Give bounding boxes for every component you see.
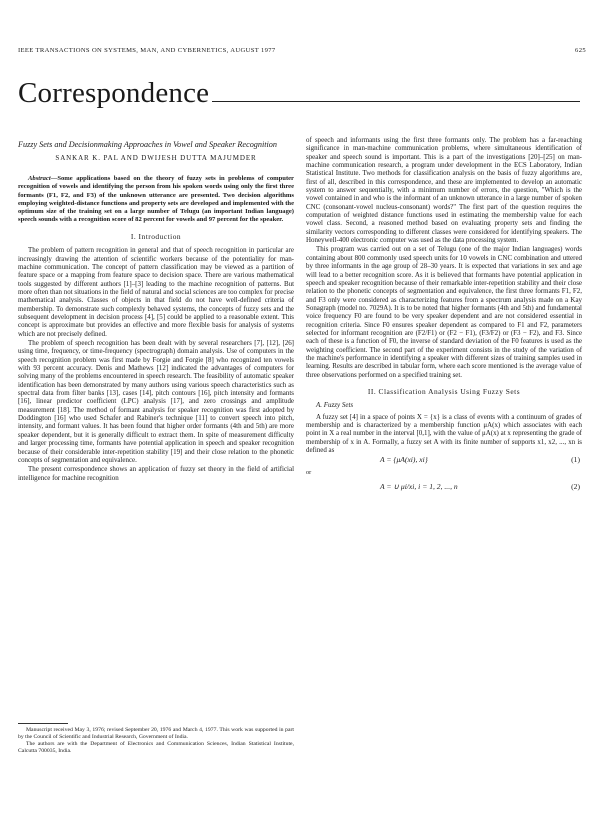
footnotes xyxy=(18,723,294,754)
title-rule xyxy=(212,101,580,102)
page-number: 625 xyxy=(575,47,586,54)
paragraph: The problem of speech recognition has been dealt with by several researchers [7], [12], [26] using time, frequency, or time-frequency (spectrograph) domain analysis. Use of computers in the speech recognition problem was first made by Forgie and Forgie [8] who recognized ten vowels with 93 percent accuracy. Denis and Mathews [12] indicated the advantages of computers for solving many of the problems encountered in speech research. The feasibility of automatic speaker identification has been demonstrated by many authors using various speech characteristics such as spectral data from filter banks [13], cases [14], pitch contours [16], pitch intensity and formants [16], linear predictor coefficient (LPC) analysis [17], and zero crossings and amplitude measurement [18]. The method of formant analysis for speaker recognition was first adopted by Doddington [16] who used Schafer and Rabiner's technique [11] to convert speech into pitch, intensity, and formant values. It has been found that higher order formants (4th and 5th) are more speaker dependent, but it is generally difficult to extract them. In spite of measurement difficulty and larger processing time, formants have potential application in speech and speaker recognition because of their considerable inter-repetition stability [19] and their close relation to the phonetic concepts of segmentation and equivalence. xyxy=(18,339,294,464)
equation-2 xyxy=(306,481,582,494)
abstract-text: —Some applications based on the theory of fuzzy sets in problems of computer recognition of vowels and identifying the person from his spoken words using only the first three formants (F1, F2, and F3) of the unknown utterance are presented. Two decision algorithms employing weighted-distance functions and property sets are developed and implemented with the optimum size of the training set on a large number of Telugu (an important Indian language) speech sounds with a recognition score of 82 percent for vowels and 97 percent for the speaker. xyxy=(18,175,294,223)
section-heading-introduction: I. Introduction xyxy=(130,231,182,241)
abstract-label: Abstract xyxy=(28,175,51,183)
section-heading-classification: II. Classification Analysis Using Fuzzy Sets xyxy=(367,386,521,396)
right-column xyxy=(306,136,582,494)
equation-connector: or xyxy=(306,469,312,477)
journal-name: IEEE TRANSACTIONS ON SYSTEMS, MAN, AND CYBERNETICS, AUGUST 1977 xyxy=(18,47,276,54)
footnote: The authors are with the Department of Electronics and Communication Sciences, Indian Statistical Institute, Calcutta 700035, India. xyxy=(18,740,294,754)
paragraph: The present correspondence shows an application of fuzzy set theory in the field of artificial intelligence for machine recognition xyxy=(18,465,294,482)
equation-body: A = ∪ μi/xi, i = 1, 2, ..., n xyxy=(380,481,458,491)
abstract xyxy=(18,175,294,224)
equation-body: A = {μA(xi), xi} xyxy=(380,455,428,465)
equation-number: (1) xyxy=(571,455,580,465)
paragraph: The problem of pattern recognition in general and that of speech recognition in particular are increasingly drawing the attention of scientific workers because of the potentiality for man-machine communication. The concept of pattern classification may be viewed as a partition of feature space or a mapping from feature space to decision space. There are various mathematical tools suggested by different authors [1]–[3] leading to the machine recognition of patterns. But more often than not situations in the field of natural and social sciences are too complex for precise mathematical analysis. Classes of objects in that field do not have well-defined criteria of membership. To demonstrate such complexly behaved systems, the concepts of fuzzy sets and the subsequent development in decision process [4], [5] could be applied to a reasonable extent. This concept is approximate but provides an effective and more flexible basis for analysis of systems which are not precisely defined. xyxy=(18,246,294,338)
equation-1 xyxy=(306,454,582,467)
article-authors: SANKAR K. PAL AND DWIJESH DUTTA MAJUMDER xyxy=(55,154,257,162)
footnote-rule xyxy=(18,723,68,724)
equation-number: (2) xyxy=(571,481,580,491)
subsection-heading: A. Fuzzy Sets xyxy=(316,401,354,410)
paragraph: of speech and informants using the first three formants only. The problem has a far-reaching significance in man-machine communication problems, where simultaneous identification of speaker and speech sound is important. This is a part of the investigations [20]–[25] on man-machine communication research, a program under development in the ECS Laboratory, Indian Statistical Institute. Two methods for classification analysis on the basis of fuzzy algorithms are, first of all, described in this correspondence, and these are implemented to develop an automatic system to answer sequentially, with a minimum number of errors, the question, "Which is the vowel contained in and who is the informant of an unknown utterance in a large number of spoken CNC (consonant-vowel nucleus-consonant) words?" The first part of the question requires the computation of weighted distance functions used in estimating the membership value for each vowel class. Second, a reasoned method based on evaluating property sets and finding the similarity vectors corresponding to different classes were considered for identifying speakers. The Honeywell-400 electronic computer was used as the data processing system. xyxy=(306,136,582,245)
left-column xyxy=(18,140,294,482)
article-title: Fuzzy Sets and Decisionmaking Approaches in Vowel and Speaker Recognition xyxy=(18,140,277,149)
footnote: Manuscript received May 3, 1976; revised September 20, 1976 and March 4, 1977. This work was supported in part by the Council of Scientific and Industrial Research, Government of India. xyxy=(18,726,294,740)
running-header xyxy=(18,47,586,59)
paragraph: A fuzzy set [4] in a space of points X = {x} is a class of events with a continuum of grades of membership and is characterized by a membership function μA(x) which associates with each point in X a real number in the interval [0,1], with the value of μA(x) at x representing the grade of membership of x in A. Formally, a fuzzy set A with its finite number of supports x1, x2, ..., xn is defined as xyxy=(306,412,582,455)
section-title: Correspondence xyxy=(18,77,210,109)
paragraph: This program was carried out on a set of Telugu (one of the major Indian languages) words containing about 800 commonly used speech units for 10 vowels in CNC combination and uttered by three informants in the age group of 28–30 years. It is expected that variations in sex and age will lead to a better recognition score. As it is believed that formants have potential application in speech and speaker recognition because of their remarkable inter-repetition stability and their close relation to the phonetic concepts of segmentation and equivalence, the first three formants F1, F2, and F3 only were considered as characterizing features from a spectrum analysis made on a Kay Sonagraph (model no. 7029A). It is to be noted that higher formants (4th and 5th) and fundamental voice frequency F0 are found to be very speaker dependent and are not considered essential in recognition criteria. Since F0 ensures speaker dependent as compared to F1 and F2, parameters selected for informant recognition are (F2/F1) or (F2 − F1), (F3/F2) or (F3 − F2), and F3. Since each of these is a function of F0, the inverse of standard deviation of the F0 features is used as the weighting coefficient. The second part of the experiment consists in the study of the variation of the machine's performance in identifying a speaker with different sizes of training samples used in learning. Results are described in tabular form, where each score mentioned is the average value of three observations performed on a specified training set. xyxy=(306,245,582,379)
